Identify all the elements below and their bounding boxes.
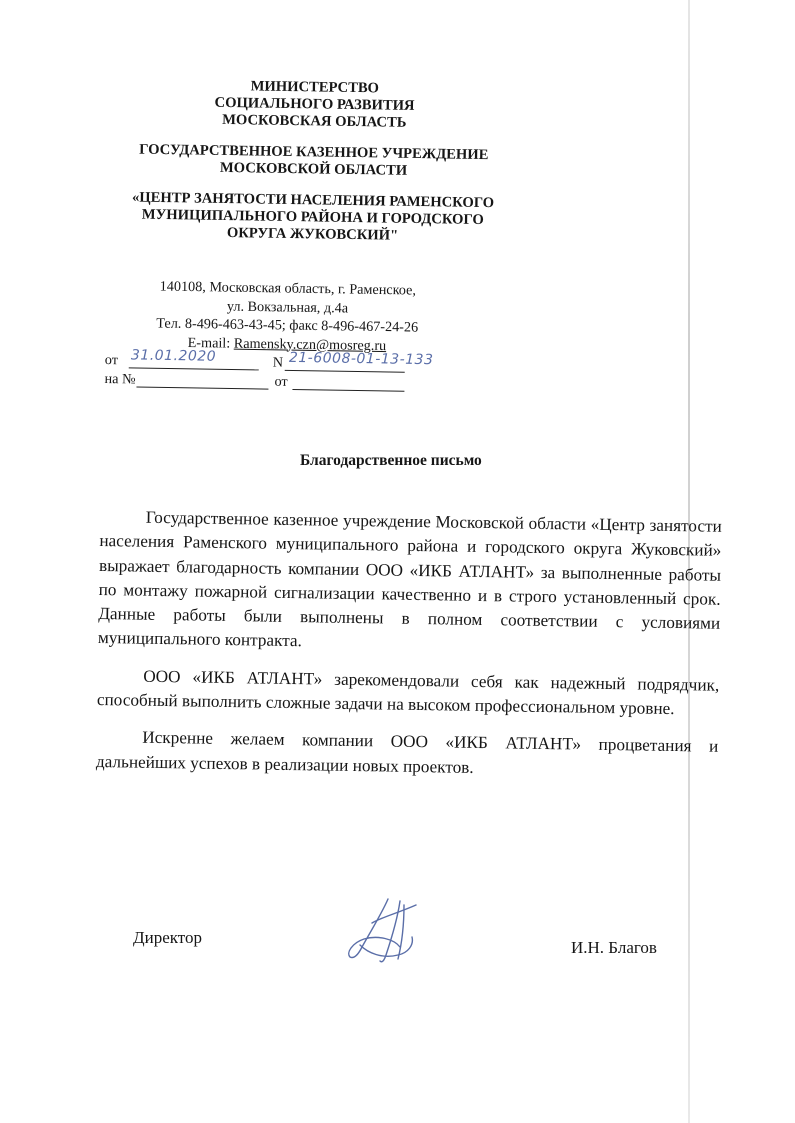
from-label: от — [104, 352, 119, 369]
handwritten-number: 21-6008-01-13-133 — [288, 349, 434, 369]
letterhead-line: ОКРУГА ЖУКОВСКИЙ" — [226, 225, 399, 244]
letterhead-institution — [98, 141, 528, 182]
handwritten-date: 31.01.2020 — [130, 347, 217, 365]
ref-label: на № — [104, 370, 136, 388]
address-line: 140108, Московская область, г. Раменское, — [159, 278, 417, 299]
ref-from-label: от — [274, 373, 288, 390]
ref-date-underline — [292, 389, 404, 392]
registration-block — [104, 347, 485, 396]
handwritten-signature — [342, 895, 426, 965]
number-underline — [285, 370, 405, 373]
address-line: ул. Вокзальная, д.4а — [226, 298, 349, 316]
body-paragraph: ООО «ИКБ АТЛАНТ» зарекомендовали себя как надежный подрядчик, способный выполнить сложные задачи на высоком профессиональном уровне. — [96, 666, 720, 719]
body-paragraph: Государственное казенное учреждение Московской области «Центр занятости населения Раменского муниципального района и городского округа Жуковский» выражает благодарность компании ООО «ИКБ АТЛАНТ» за выполненные работы по монтажу пожарной сигнализации качественно и в строго установленный срок. Данные работы были выполнены в полном соответствии с условиями муниципального контракта. — [97, 507, 722, 651]
letterhead — [97, 76, 530, 261]
email-link[interactable]: Ramensky.czn@mosreg.ru — [233, 335, 387, 354]
letterhead-line: ГОСУДАРСТВЕННОЕ КАЗЕННОЕ УЧРЕЖДЕНИЕ — [139, 141, 489, 164]
letterhead-line: МОСКОВСКАЯ ОБЛАСТЬ — [222, 111, 407, 131]
letterhead-line: МУНИЦИПАЛЬНОГО РАЙОНА И ГОРОДСКОГО — [141, 206, 484, 229]
number-label: N — [272, 354, 284, 371]
body-paragraph: Искренне желаем компании ООО «ИКБ АТЛАНТ» процветания и дальнейших успехов в реализации новых проектов. — [95, 728, 719, 777]
email-label: E-mail: — [187, 334, 234, 352]
letter-body — [96, 505, 722, 797]
ref-underline — [136, 386, 268, 389]
letterhead-center — [97, 189, 528, 247]
date-underline — [129, 367, 259, 370]
document-title: Благодарственное письмо — [300, 452, 482, 469]
phone-line: Тел. 8-496-463-43-45; факс 8-496-467-24-26 — [156, 315, 419, 336]
letterhead-line: СОЦИАЛЬНОГО РАЗВИТИЯ — [214, 94, 415, 114]
letterhead-line: «ЦЕНТР ЗАНЯТОСТИ НАСЕЛЕНИЯ РАМЕНСКОГО — [131, 189, 495, 212]
letterhead-ministry — [99, 76, 530, 134]
director-position: Директор — [133, 928, 202, 947]
letterhead-line: МИНИСТЕРСТВО — [250, 78, 380, 97]
director-name: И.Н. Благов — [571, 938, 657, 957]
address-block — [127, 277, 448, 356]
letterhead-line: МОСКОВСКОЙ ОБЛАСТИ — [219, 159, 408, 179]
